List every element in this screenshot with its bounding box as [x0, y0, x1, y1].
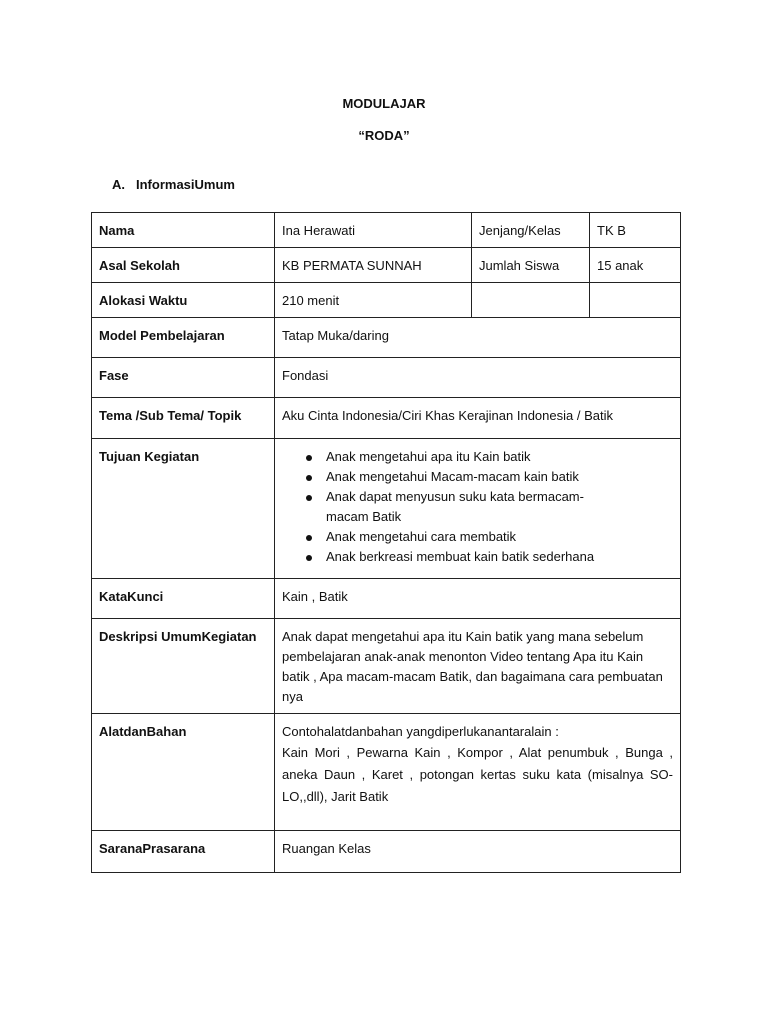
- list-item: Anak mengetahui apa itu Kain batik: [304, 447, 624, 467]
- list-item: Anak berkreasi membuat kain batik sederhana: [304, 547, 624, 567]
- empty-cell: [590, 283, 681, 318]
- empty-cell: [472, 283, 590, 318]
- label-jumlah-siswa: Jumlah Siswa: [472, 248, 590, 283]
- label-alat-bahan: AlatdanBahan: [92, 714, 275, 831]
- table-row-fase: [92, 358, 681, 398]
- label-jenjang-kelas: Jenjang/Kelas: [472, 213, 590, 248]
- table-row-asal-sekolah: [92, 248, 681, 283]
- alat-bahan-intro: Contohalatdanbahan yangdiperlukanantaralain :: [282, 724, 559, 739]
- list-item: Anak dapat menyusun suku kata bermacam-macam Batik: [304, 487, 624, 527]
- value-fase: Fondasi: [275, 358, 681, 398]
- label-model-pembelajaran: Model Pembelajaran: [92, 318, 275, 358]
- value-nama: Ina Herawati: [275, 213, 472, 248]
- label-tema: Tema /Sub Tema/ Topik: [92, 398, 275, 439]
- section-letter: A.: [112, 177, 125, 192]
- value-alokasi-waktu: 210 menit: [275, 283, 472, 318]
- goal-list: [282, 447, 673, 567]
- list-item: Anak mengetahui cara membatik: [304, 527, 624, 547]
- alat-bahan-list: Kain Mori , Pewarna Kain , Kompor , Alat penumbuk , Bunga , aneka Daun , Karet , potongan kertas suku kata (misalnya SO-LO,,dll), Jarit Batik: [282, 745, 673, 804]
- value-asal-sekolah: KB PERMATA SUNNAH: [275, 248, 472, 283]
- table-row-kata-kunci: [92, 579, 681, 619]
- table-row-deskripsi: [92, 619, 681, 714]
- value-kata-kunci: Kain , Batik: [275, 579, 681, 619]
- value-deskripsi: Anak dapat mengetahui apa itu Kain batik yang mana sebelum pembelajaran anak-anak menonton Video tentang Apa itu Kain batik , Apa macam-macam Batik, dan bagaimana cara pembuatan nya: [275, 619, 681, 714]
- label-asal-sekolah: Asal Sekolah: [92, 248, 275, 283]
- value-sarana-prasarana: Ruangan Kelas: [275, 831, 681, 873]
- value-tema: Aku Cinta Indonesia/Ciri Khas Kerajinan Indonesia / Batik: [275, 398, 681, 439]
- label-kata-kunci: KataKunci: [92, 579, 275, 619]
- document-subtitle: “RODA”: [358, 128, 410, 143]
- section-title: InformasiUmum: [136, 177, 235, 192]
- table-row-alokasi-waktu: [92, 283, 681, 318]
- list-item: Anak mengetahui Macam-macam kain batik: [304, 467, 624, 487]
- label-nama: Nama: [92, 213, 275, 248]
- value-jenjang-kelas: TK B: [590, 213, 681, 248]
- table-row-model-pembelajaran: [92, 318, 681, 358]
- table-row-alat-bahan: [92, 714, 681, 831]
- value-jumlah-siswa: 15 anak: [590, 248, 681, 283]
- document-title: MODULAJAR: [342, 96, 426, 111]
- value-model-pembelajaran: Tatap Muka/daring: [275, 318, 681, 358]
- label-sarana-prasarana: SaranaPrasarana: [92, 831, 275, 873]
- label-tujuan-kegiatan: Tujuan Kegiatan: [92, 439, 275, 579]
- label-fase: Fase: [92, 358, 275, 398]
- value-tujuan-kegiatan: [275, 439, 681, 579]
- value-alat-bahan: [275, 714, 681, 831]
- table-row-tujuan-kegiatan: [92, 439, 681, 579]
- label-deskripsi: Deskripsi UmumKegiatan: [92, 619, 275, 714]
- table-row-tema: [92, 398, 681, 439]
- table-row-sarana-prasarana: [92, 831, 681, 873]
- section-heading: [112, 177, 235, 192]
- table-row-nama: [92, 213, 681, 248]
- label-alokasi-waktu: Alokasi Waktu: [92, 283, 275, 318]
- info-table: [91, 212, 681, 873]
